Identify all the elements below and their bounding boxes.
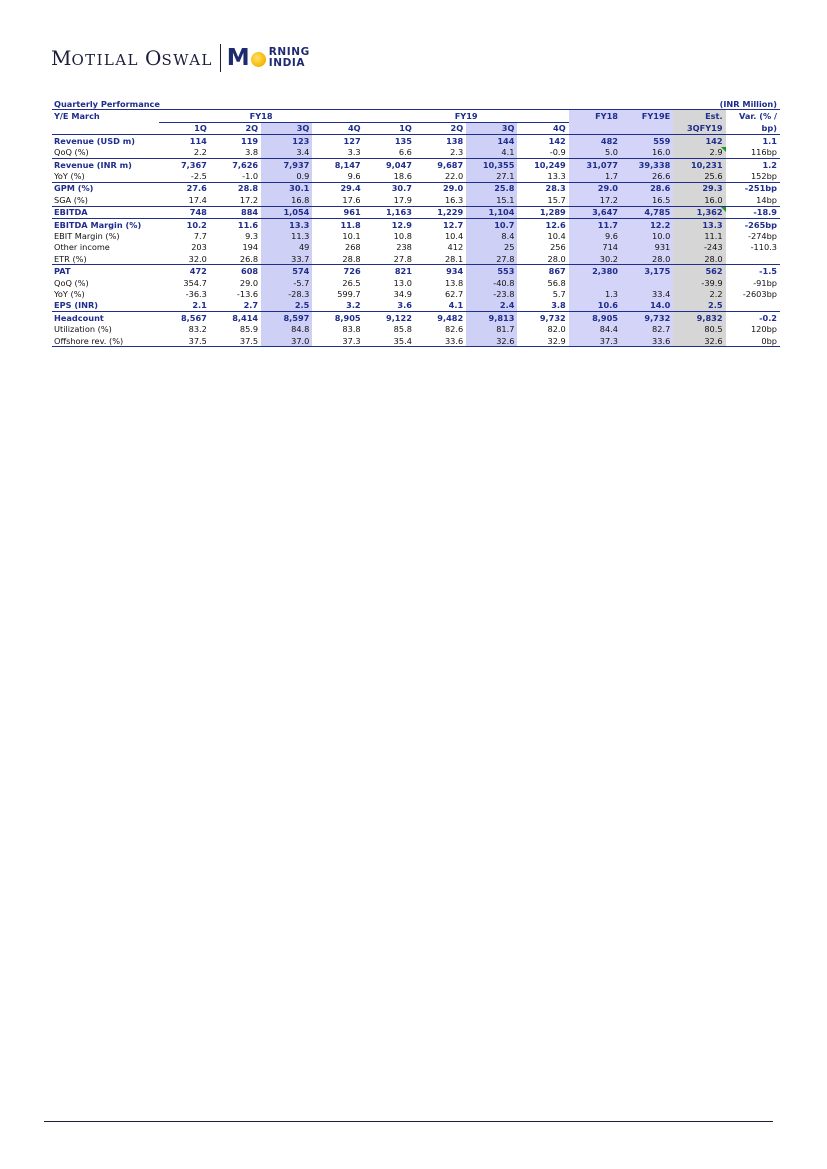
table-cell: 120bp — [750, 324, 777, 335]
table-cell: 14.0 — [621, 300, 673, 312]
table-cell: 32.6 — [466, 335, 517, 347]
table-cell: 16.0 — [621, 147, 673, 159]
table-cell: 821 — [364, 265, 415, 277]
quarter-header: 2Q — [415, 122, 466, 134]
header-row-quarters — [52, 122, 780, 134]
table-cell: 123 — [261, 135, 312, 147]
table-cell: 8,414 — [210, 312, 261, 324]
row-label: EBIT Margin (%) — [54, 230, 120, 241]
table-cell: 84.4 — [569, 323, 621, 334]
row-label: YoY (%) — [54, 288, 85, 299]
table-cell: -23.8 — [466, 288, 517, 299]
table-cell: 25 — [466, 242, 517, 253]
row-label: QoQ (%) — [54, 277, 89, 288]
table-cell: 714 — [569, 242, 621, 253]
quarter-header: 3Q — [466, 122, 517, 134]
table-row — [52, 288, 780, 299]
table-cell: 85.9 — [239, 324, 259, 335]
table-cell: 2.9 — [673, 147, 725, 159]
table-cell: 7,626 — [210, 158, 261, 170]
table-cell: 16.0 — [673, 194, 725, 206]
row-label: QoQ (%) — [54, 147, 89, 158]
table-cell: 37.3 — [312, 335, 363, 347]
table-cell: 412 — [447, 242, 464, 253]
table-cell: 13.3 — [547, 171, 566, 182]
table-row — [52, 300, 780, 312]
table-cell: -0.2 — [726, 312, 780, 324]
table-cell: 9,687 — [415, 158, 466, 170]
table-cell: 10,355 — [466, 158, 517, 170]
table-row — [52, 323, 780, 334]
table-cell: 16.8 — [261, 194, 312, 206]
table-cell: -13.6 — [236, 288, 259, 299]
table-cell: 62.7 — [444, 288, 464, 299]
table-cell: 29.0 — [569, 182, 621, 194]
table-cell: 934 — [415, 265, 466, 277]
table-cell: 4.1 — [466, 147, 517, 159]
table-row — [52, 147, 780, 159]
table-unit: (INR Million) — [569, 98, 780, 110]
table-cell: 80.5 — [673, 323, 725, 334]
table-cell: 30.2 — [569, 253, 621, 265]
table-cell: 13.0 — [393, 277, 412, 288]
table-cell: 33.6 — [621, 335, 673, 347]
table-cell: 748 — [159, 206, 210, 218]
table-cell: 9,832 — [673, 312, 725, 324]
col-fy18: FY18 — [569, 110, 621, 122]
table-cell: 84.8 — [261, 323, 312, 334]
logo-divider — [220, 44, 221, 72]
table-cell: 37.0 — [261, 335, 312, 347]
table-cell: 10.0 — [621, 230, 673, 241]
table-cell: 6.6 — [398, 147, 412, 158]
table-cell: 7,367 — [159, 158, 210, 170]
quarter-header: 4Q — [312, 122, 363, 134]
row-label: PAT — [52, 265, 159, 277]
table-cell: 28.0 — [547, 253, 566, 264]
table-cell: 961 — [312, 206, 363, 218]
table-cell: 2.2 — [193, 147, 207, 158]
table-row — [52, 182, 780, 194]
table-cell: 14bp — [756, 194, 777, 205]
table-cell: -18.9 — [726, 206, 780, 218]
table-cell: 0.9 — [261, 170, 312, 182]
table-cell: 931 — [621, 242, 673, 253]
footer-rule — [44, 1121, 773, 1122]
table-cell: 3.8 — [245, 147, 259, 158]
table-cell: 30.1 — [261, 182, 312, 194]
table-cell: 3,175 — [621, 265, 673, 277]
table-cell: 13.3 — [261, 218, 312, 230]
table-cell: 144 — [466, 135, 517, 147]
row-label: EPS (INR) — [54, 300, 99, 311]
table-cell: 268 — [345, 242, 361, 253]
row-label: Revenue (USD m) — [54, 135, 136, 146]
table-row — [52, 312, 780, 324]
table-cell: 238 — [396, 242, 412, 253]
table-cell: 33.7 — [261, 253, 312, 265]
table-cell: 562 — [673, 265, 725, 277]
table-cell: 37.3 — [569, 335, 621, 347]
table-cell: 3.2 — [346, 300, 361, 311]
table-row — [52, 135, 780, 147]
table-cell: 32.0 — [188, 253, 207, 264]
table-cell: 10.7 — [466, 218, 517, 230]
table-cell: 2.1 — [192, 300, 207, 311]
table-cell: 9,047 — [364, 158, 415, 170]
row-label: Revenue (INR m) — [52, 158, 159, 170]
row-label: YoY (%) — [54, 171, 85, 182]
table-cell: 26.6 — [621, 170, 673, 182]
table-cell: 2.2 — [673, 288, 725, 299]
table-cell: 7.7 — [193, 230, 207, 241]
row-label: Offshore rev. (%) — [52, 335, 159, 347]
table-cell: 9,482 — [415, 312, 466, 324]
table-cell: 8,905 — [569, 312, 621, 324]
table-cell: 39,338 — [621, 158, 673, 170]
table-cell: -274bp — [748, 230, 777, 241]
row-label: Other income — [54, 242, 110, 253]
table-cell — [569, 277, 621, 288]
table-cell: 28.8 — [342, 253, 361, 264]
quarter-header: 1Q — [159, 122, 210, 134]
table-cell: 82.7 — [621, 323, 673, 334]
col-est: Est. — [673, 110, 725, 122]
quarter-header: 3Q — [261, 122, 312, 134]
table-cell: 119 — [241, 135, 259, 146]
table-cell: 25.8 — [466, 182, 517, 194]
table-cell: 10.4 — [444, 230, 464, 241]
table-cell: -28.3 — [261, 288, 312, 299]
table-cell: 8.4 — [466, 230, 517, 241]
table-cell: 29.3 — [673, 182, 725, 194]
table-cell: 27.8 — [393, 253, 412, 264]
brand-name: MOTILAL OSWAL — [51, 46, 213, 70]
table-cell: 9.6 — [569, 230, 621, 241]
table-cell: 3.3 — [347, 147, 361, 158]
table-cell — [621, 277, 673, 288]
table-row — [52, 265, 780, 277]
ye-label: Y/E March — [54, 111, 100, 122]
table-cell: 82.6 — [444, 324, 464, 335]
table-cell: 4.1 — [448, 300, 464, 311]
table-cell: -251bp — [726, 182, 780, 194]
table-cell: 553 — [466, 265, 517, 277]
table-cell: 884 — [210, 206, 261, 218]
table-cell: 10.4 — [547, 230, 566, 241]
table-cell: 867 — [517, 265, 568, 277]
table-cell: 1,054 — [261, 206, 312, 218]
table-cell — [726, 253, 780, 265]
table-cell: 34.9 — [393, 288, 412, 299]
header-row-groups — [52, 110, 780, 122]
table-cell — [726, 300, 780, 312]
table-cell: 17.2 — [239, 194, 259, 205]
table-cell: 5.0 — [569, 147, 621, 159]
table-cell: 17.2 — [569, 194, 621, 206]
quarter-header: 1Q — [364, 122, 415, 134]
table-cell: 1,229 — [415, 206, 466, 218]
table-cell: 37.5 — [159, 335, 210, 347]
table-row — [52, 335, 780, 347]
table-cell: 29.4 — [312, 182, 363, 194]
table-cell: 8,905 — [312, 312, 363, 324]
table-cell: 22.0 — [444, 171, 464, 182]
table-cell: 28.1 — [444, 253, 464, 264]
group-fy18: FY18 — [159, 110, 364, 122]
table-cell: 81.7 — [466, 323, 517, 334]
row-label: EBITDA — [52, 206, 159, 218]
table-cell: 152bp — [750, 171, 777, 182]
table-cell: 15.7 — [547, 194, 566, 205]
table-cell: 29.0 — [415, 182, 466, 194]
table-cell: 256 — [550, 242, 566, 253]
table-cell: -243 — [673, 242, 725, 253]
table-cell: 35.4 — [364, 335, 415, 347]
table-cell: 16.5 — [621, 194, 673, 206]
table-cell: 9,813 — [466, 312, 517, 324]
table-cell: 2.7 — [243, 300, 259, 311]
table-cell: 17.6 — [342, 194, 361, 205]
table-cell: 32.6 — [673, 335, 725, 347]
table-cell: 37.5 — [210, 335, 261, 347]
table-cell: 28.6 — [621, 182, 673, 194]
table-cell: 30.7 — [364, 182, 415, 194]
table-cell: 9.3 — [245, 230, 259, 241]
table-row — [52, 242, 780, 253]
table-cell: 11.3 — [261, 230, 312, 241]
sun-icon — [251, 52, 266, 67]
table-cell: 82.0 — [547, 324, 566, 335]
table-cell: 18.6 — [393, 171, 412, 182]
table-row — [52, 194, 780, 206]
table-cell: 12.7 — [415, 218, 466, 230]
row-label: GPM (%) — [52, 182, 159, 194]
table-cell: -1.0 — [242, 171, 259, 182]
table-cell: 13.3 — [673, 218, 725, 230]
table-cell: 9.6 — [347, 171, 361, 182]
table-cell: 599.7 — [337, 288, 361, 299]
row-label: SGA (%) — [54, 194, 88, 205]
table-cell: 56.8 — [547, 277, 566, 288]
table-cell: 17.9 — [393, 194, 412, 205]
table-cell: 32.9 — [517, 335, 568, 347]
table-cell: 1.7 — [569, 170, 621, 182]
table-cell: 10,231 — [673, 158, 725, 170]
morning-india-logo: M RNING INDIA — [226, 44, 310, 71]
row-label: EBITDA Margin (%) — [52, 218, 159, 230]
table-cell: 29.0 — [239, 277, 259, 288]
table-cell: 135 — [394, 135, 412, 146]
table-cell: -40.8 — [466, 277, 517, 288]
table-cell: 27.8 — [466, 253, 517, 265]
table-cell: 11.1 — [673, 230, 725, 241]
table-cell: 27.6 — [159, 182, 210, 194]
table-cell: -110.3 — [750, 242, 777, 253]
table-cell: 1.2 — [726, 158, 780, 170]
table-row — [52, 277, 780, 288]
table-cell: 12.9 — [364, 218, 415, 230]
table-cell: 33.6 — [415, 335, 466, 347]
table-cell: 574 — [261, 265, 312, 277]
table-cell: 28.0 — [673, 253, 725, 265]
table-cell: 472 — [159, 265, 210, 277]
col-var: Var. (% / — [738, 111, 777, 122]
table-cell: 1.3 — [569, 288, 621, 299]
table-cell: 11.8 — [312, 218, 363, 230]
table-cell: 12.2 — [621, 218, 673, 230]
table-cell: 85.8 — [393, 324, 412, 335]
table-cell: 12.6 — [517, 218, 568, 230]
table-cell: -265bp — [726, 218, 780, 230]
table-row — [52, 253, 780, 265]
table-cell: -2.5 — [190, 171, 207, 182]
col-est-sub: 3QFY19 — [673, 122, 725, 134]
table-cell: 83.2 — [188, 324, 207, 335]
table-cell: 26.8 — [239, 253, 259, 264]
table-cell: 10,249 — [517, 158, 568, 170]
table-cell: 49 — [261, 242, 312, 253]
table-cell: 482 — [569, 135, 621, 147]
table-cell: 7,937 — [261, 158, 312, 170]
table-cell: 138 — [446, 135, 464, 146]
table-cell: 2.5 — [261, 300, 312, 312]
table-cell: 142 — [673, 135, 725, 147]
table-cell: 0bp — [726, 335, 780, 347]
col-fy19e: FY19E — [621, 110, 673, 122]
table-cell: 28.3 — [517, 182, 568, 194]
row-label: Headcount — [52, 312, 159, 324]
table-row — [52, 170, 780, 182]
table-title-row — [52, 98, 780, 110]
col-var-sub: bp) — [726, 122, 780, 134]
table-cell: 8,147 — [312, 158, 363, 170]
table-cell: 1,104 — [466, 206, 517, 218]
table-cell: 203 — [191, 242, 207, 253]
table-cell: 8,597 — [261, 312, 312, 324]
table-cell: 28.0 — [621, 253, 673, 265]
row-label: Utilization (%) — [54, 324, 112, 335]
table-cell: 16.3 — [444, 194, 464, 205]
table-cell: 1,362 — [673, 206, 725, 218]
motilal-oswal-logo — [51, 42, 310, 74]
table-cell: 25.6 — [673, 170, 725, 182]
table-cell: 127 — [343, 135, 361, 146]
table-cell: 28.8 — [210, 182, 261, 194]
table-cell: 2.5 — [673, 300, 725, 312]
table-cell: 33.4 — [621, 288, 673, 299]
table-cell: 3.8 — [551, 300, 566, 311]
table-cell: 114 — [189, 135, 207, 146]
table-cell: 17.4 — [188, 194, 207, 205]
table-cell: -5.7 — [261, 277, 312, 288]
table-cell: -39.9 — [673, 277, 725, 288]
table-cell: 9,732 — [621, 312, 673, 324]
table-cell: 4,785 — [621, 206, 673, 218]
table-cell: 194 — [242, 242, 259, 253]
table-row — [52, 218, 780, 230]
table-title: Quarterly Performance — [52, 98, 569, 110]
table-cell: 3,647 — [569, 206, 621, 218]
table-cell: 608 — [210, 265, 261, 277]
quarter-header: 2Q — [210, 122, 261, 134]
table-cell: -1.5 — [726, 265, 780, 277]
table-cell: 9,122 — [364, 312, 415, 324]
table-row — [52, 230, 780, 241]
table-cell: 15.1 — [466, 194, 517, 206]
table-cell: 10.6 — [569, 300, 621, 312]
table-cell: 354.7 — [183, 277, 207, 288]
table-cell: 83.8 — [342, 324, 361, 335]
table-cell: -2603bp — [742, 288, 777, 299]
table-cell: 11.6 — [210, 218, 261, 230]
table-cell: 3.4 — [261, 147, 312, 159]
quarter-header: 4Q — [517, 122, 568, 134]
table-cell: 726 — [312, 265, 363, 277]
table-cell: 2,380 — [569, 265, 621, 277]
group-fy19: FY19 — [364, 110, 569, 122]
table-cell: 10.1 — [342, 230, 361, 241]
table-row — [52, 158, 780, 170]
table-cell: 142 — [548, 135, 566, 146]
table-cell: 8,567 — [159, 312, 210, 324]
table-cell: 27.1 — [466, 170, 517, 182]
table-cell: 26.5 — [342, 277, 361, 288]
table-row — [52, 206, 780, 218]
row-label: ETR (%) — [54, 253, 87, 264]
table-cell: 5.7 — [552, 288, 566, 299]
table-cell: 1,163 — [364, 206, 415, 218]
table-cell: 3.6 — [397, 300, 412, 311]
table-cell: 2.3 — [450, 147, 464, 158]
table-cell: 10.2 — [159, 218, 210, 230]
table-cell: 31,077 — [569, 158, 621, 170]
table-cell: 2.4 — [466, 300, 517, 312]
table-cell: 11.7 — [569, 218, 621, 230]
quarterly-performance-table — [52, 98, 780, 347]
table-cell: -0.9 — [549, 147, 566, 158]
table-cell: 10.8 — [393, 230, 412, 241]
table-cell: 1,289 — [517, 206, 568, 218]
table-cell: -36.3 — [185, 288, 207, 299]
table-cell: 1.1 — [762, 135, 777, 146]
table-cell: 13.8 — [444, 277, 464, 288]
table-cell: 559 — [621, 135, 673, 147]
table-cell: 116bp — [750, 147, 777, 158]
table-cell: -91bp — [753, 277, 777, 288]
table-cell: 9,732 — [517, 312, 568, 324]
